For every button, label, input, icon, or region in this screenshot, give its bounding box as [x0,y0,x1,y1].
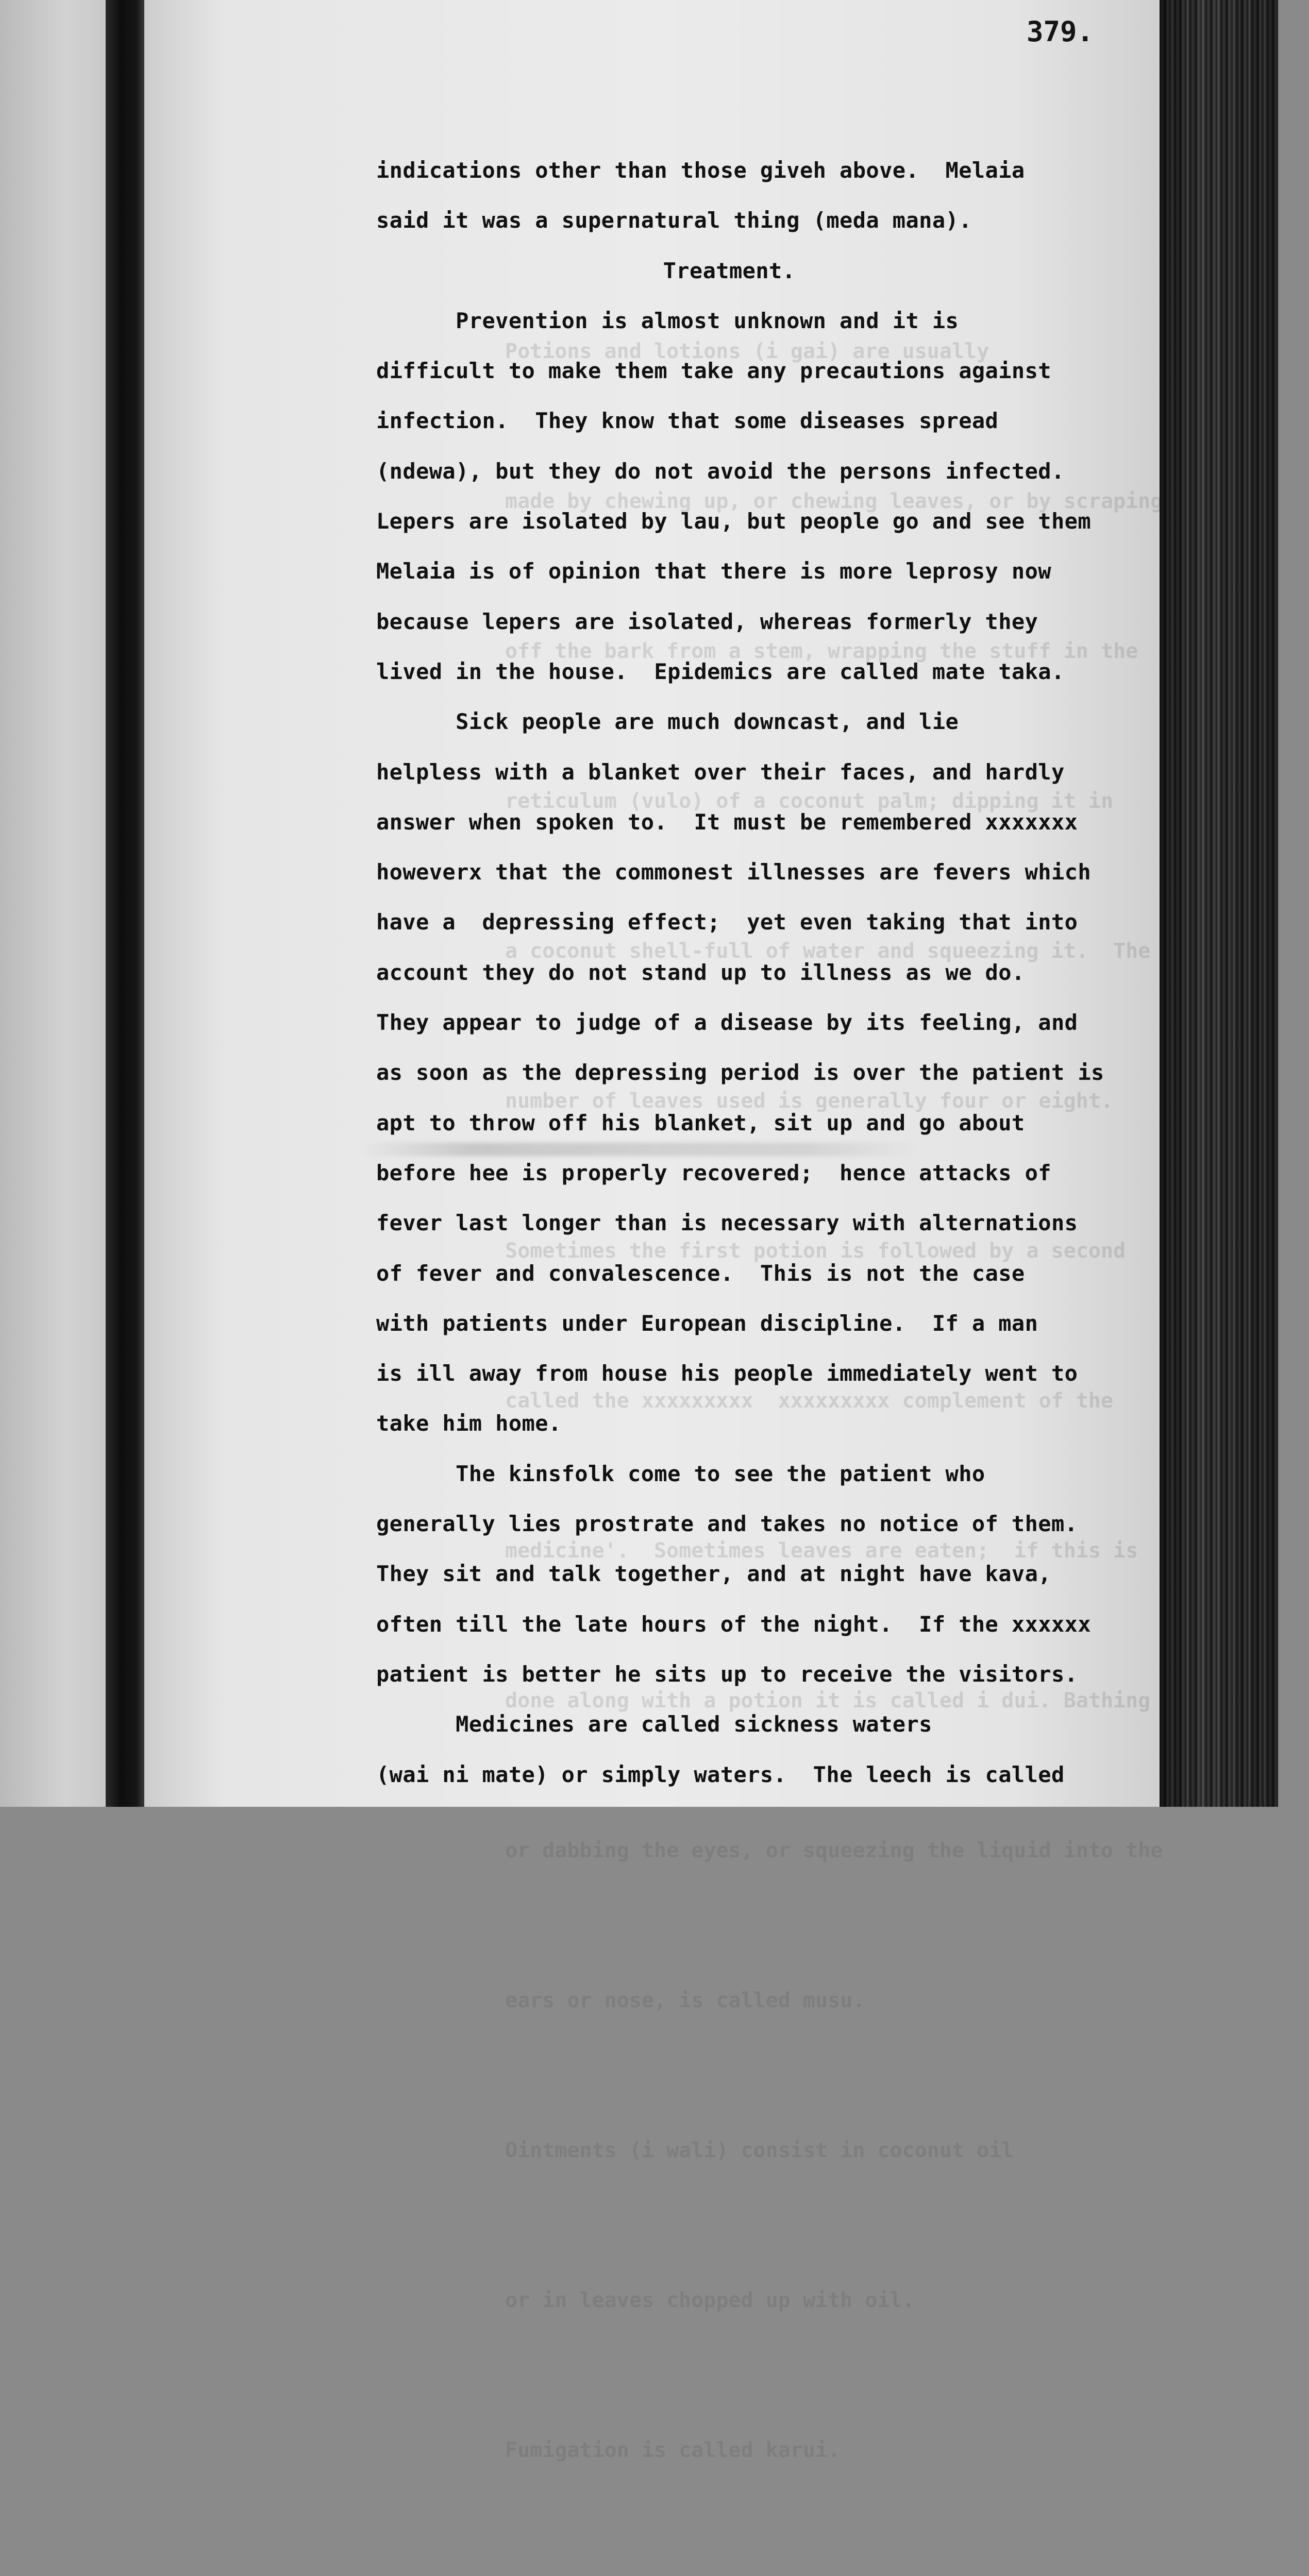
text-line: They sit and talk together, and at night have kava, [376,1561,1051,1587]
typed-text-body [376,145,1165,1800]
bleed-through-line: off the bark from a stem, wrapping the stuff in the [505,639,1138,663]
bleed-through-line: Sometimes the first potion is followed by a second [505,1239,1126,1263]
bleed-through-line: Potions and lotions (i gai) are usually [505,340,989,363]
text-line: account they do not stand up to illness as we do. [376,959,1025,985]
section-heading: Treatment. [663,258,796,283]
page-number: 379. [1027,15,1094,48]
left-background [0,0,108,1807]
book-edge-shadow [1160,0,1278,1807]
bleed-through-line: medicine'. Sometimes leaves are eaten; if this is [505,1539,1138,1563]
text-line: answer when spoken to. It must be remembered xxxxxxx [376,809,1078,835]
text-line: The kinsfolk come to see the patient who [376,1461,985,1486]
text-line: because lepers are isolated, whereas formerly they [376,608,1038,634]
bleed-through-line: ears or nose, is called musu. [505,1989,865,2012]
text-line: said it was a supernatural thing (meda mana). [376,208,972,233]
text-line: take him home. [376,1411,562,1436]
bleed-through-line: made by chewing up, or chewing leaves, or by scraping [505,489,1163,513]
text-line: lived in the house. Epidemics are called mate taka. [376,658,1065,684]
bleed-through-line: reticulum (vulo) of a coconut palm; dipping it in [505,789,1114,813]
text-line: before hee is properly recovered; hence attacks of [376,1160,1051,1185]
text-line: Sick people are much downcast, and lie [376,709,959,735]
text-line: patient is better he sits up to receive the visitors. [376,1661,1078,1687]
text-line: of fever and convalescence. This is not the case [376,1260,1025,1286]
text-line: Medicines are called sickness waters [376,1711,932,1737]
text-line: difficult to make them take any precautions against [376,358,1051,384]
text-line: Prevention is almost unknown and it is [376,308,959,333]
bleed-through-line: or in leaves chopped up with oil. [505,2289,915,2312]
bleed-through-line: number of leaves used is generally four or eight. [505,1089,1114,1113]
text-line: Melaia is of opinion that there is more leprosy now [376,558,1051,584]
text-line: Lepers are isolated by lau, but people go and see them [376,509,1092,534]
text-line: infection. They know that some diseases spread [376,408,999,434]
text-line: (wai ni mate) or simply waters. The leech is called [376,1761,1065,1787]
text-line: They appear to judge of a disease by its feeling, and [376,1010,1078,1036]
bleed-through-line: Ointments (i wali) consist in coconut oil [505,2139,1014,2162]
text-line: often till the late hours of the night. If the xxxxxx [376,1611,1092,1637]
text-line: fever last longer than is necessary with alternations [376,1210,1078,1236]
bleed-through-line: done along with a potion it is called i dui. Bathing [505,1689,1151,1713]
text-line: (ndewa), but they do not avoid the persons infected. [376,458,1065,484]
text-line: is ill away from house his people immediately went to [376,1361,1078,1386]
text-line: generally lies prostrate and takes no notice of them. [376,1511,1078,1537]
text-line: howeverx that the commonest illnesses are fevers which [376,859,1092,885]
text-line: with patients under European discipline. If a man [376,1310,1038,1336]
bleed-through-line: Fumigation is called karui. [505,2438,841,2462]
bleed-through-line: called the xxxxxxxxx xxxxxxxxx complement of the [505,1389,1114,1413]
bleed-through-line: or dabbing the eyes, or squeezing the liquid into the [505,1839,1163,1862]
text-line: indications other than those giveh above. Melaia [376,158,1025,183]
text-line: have a depressing effect; yet even taking that into [376,909,1078,935]
text-line: helpless with a blanket over their faces, and hardly [376,759,1065,785]
text-line: as soon as the depressing period is over the patient is [376,1060,1104,1086]
text-line: apt to throw off his blanket, sit up and go about [376,1110,1025,1136]
bleed-through-line: a coconut shell-full of water and squeezing it. The [505,939,1151,963]
binding-strip [106,0,144,1807]
